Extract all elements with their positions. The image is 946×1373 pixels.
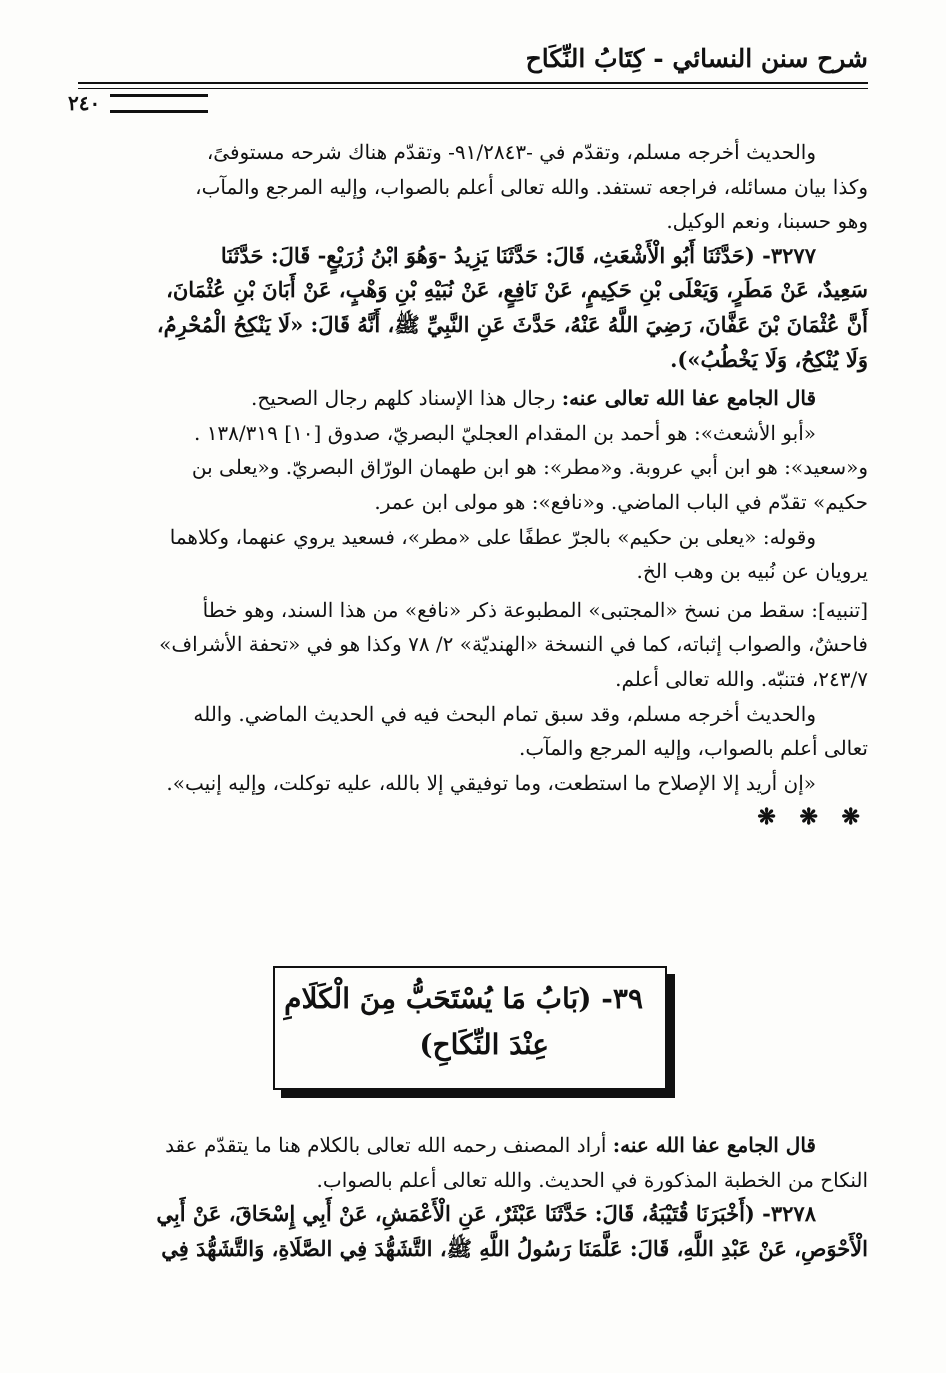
chapter-heading-box xyxy=(273,966,667,1090)
para-line: والحديث أخرجه مسلم، وقد سبق تمام البحث فيه في الحديث الماضي. والله xyxy=(193,701,816,726)
hadith-3277-line: ٣٢٧٧- (حَدَّثَنَا أَبُو الْأَشْعَثِ، قَالَ: حَدَّثَنَا يَزِيدُ -وَهُوَ ابْنُ زُرَيْعٍ- قَالَ: حَدَّثَنَا xyxy=(220,242,816,268)
compiler-comment-lead: قال الجامع عفا الله تعالى عنه: xyxy=(561,386,816,411)
tanbih-line: ٢٤٣/٧، فتنبّه. والله تعالى أعلم. xyxy=(615,666,868,691)
para-line: وكذا بيان مسائله، فراجعه تستفد. والله تعالى أعلم بالصواب، وإليه المرجع والمآب، xyxy=(195,174,868,199)
header-rule-thick xyxy=(78,82,868,84)
tanbih-line: [تنبيه]: سقط من نسخ «المجتبى» المطبوعة ذكر «نافع» من هذا السند، وهو خطأ xyxy=(202,597,868,622)
main-text xyxy=(72,135,868,835)
chapter-title-line1: ٣٩- (بَابُ مَا يُسْتَحَبُّ مِنَ الْكَلَامِ xyxy=(284,982,643,1015)
hadith-3277-line: أَنَّ عُثْمَانَ بْنَ عَفَّانَ، رَضِيَ اللَّهُ عَنْهُ، حَدَّثَ عَنِ النَّبِيِّ ﷺ، أَنَّهُ قَالَ: «لَا يَنْكِحُ الْمُحْرِمُ، xyxy=(156,311,868,337)
narrator-line: «أبو الأشعث»: هو أحمد بن المقدام العجليّ البصريّ، صدوق [١٠] ١٣٨/٣١٩ . xyxy=(193,420,816,445)
hadith-3277-line: وَلَا يُنْكِحُ، وَلَا يَخْطُبُ»). xyxy=(670,346,868,372)
compiler-comment-text: رجال هذا الإسناد كلهم رجال الصحيح. xyxy=(251,386,562,411)
note-line: وقوله: «يعلى بن حكيم» بالجرّ عطفًا على «مطر»، فسعيد يروي عنهما، وكلاهما xyxy=(169,524,816,549)
hadith-3278-line: الْأَحْوَصِ، عَنْ عَبْدِ اللَّهِ، قَالَ: عَلَّمَنَا رَسُولُ اللَّهِ ﷺ، التَّشَهُّدَ فِي الصَّلَاةِ، وَالتَّشَهُّدَ فِي xyxy=(161,1235,868,1261)
note-line: يرويان عن نُبيه بن وهب الخ. xyxy=(636,559,868,584)
main-text-continued xyxy=(72,1128,868,1266)
closing-quote: «إن أريد إلا الإصلاح ما استطعت، وما توفيقي إلا بالله، عليه توكلت، وإليه إنيب». xyxy=(166,770,816,795)
hadith-3278-line: ٣٢٧٨- (أَخْبَرَنَا قُتَيْبَةُ، قَالَ: حَدَّثَنَا عَبْثَرٌ، عَنِ الْأَعْمَشِ، عَنْ أَبِي إِسْحَاقَ، عَنْ أَبِي xyxy=(156,1201,816,1227)
chapter-title-line2: عِنْدَ النِّكَاحِ) xyxy=(419,1028,549,1061)
compiler-comment-2-line: النكاح من الخطبة المذكورة في الحديث. والله تعالى أعلم بالصواب. xyxy=(316,1167,868,1192)
running-header-title: شرح سنن النسائي - كِتَابُ النِّكَاح xyxy=(525,44,868,73)
para-line: تعالى أعلم بالصواب، وإليه المرجع والمآب. xyxy=(518,736,868,761)
para-line: وهو حسبنا، ونعم الوكيل. xyxy=(666,209,868,234)
narrator-line: حكيم» تقدّم في الباب الماضي. و«نافع»: هو مولى ابن عمر. xyxy=(374,489,868,514)
compiler-comment-2 xyxy=(72,1128,868,1163)
page-number-block xyxy=(62,89,208,117)
asterism-separator: ❋ ❋ ❋ xyxy=(757,804,868,831)
para-line: والحديث أخرجه مسلم، وتقدّم في -٩١/٢٨٤٣- وتقدّم هناك شرحه مستوفىً، xyxy=(206,140,816,164)
narrator-line: و«سعيد»: هو ابن أبي عروبة. و«مطر»: هو ابن طهمان الورّاق البصريّ. و«يعلى بن xyxy=(191,455,868,480)
page-number-rule xyxy=(110,94,208,113)
tanbih-line: فاحشٌ، والصواب إثباته، كما في النسخة «الهنديّة» ٢/ ٧٨ وكذا هو في «تحفة الأشراف» xyxy=(159,632,868,657)
compiler-comment-2-text: أراد المصنف رحمه الله تعالى بالكلام هنا ما يتقدّم عقد xyxy=(165,1133,613,1157)
hadith-3277-line: سَعِيدٌ، عَنْ مَطَرٍ، وَيَعْلَى بْنِ حَكِيمٍ، عَنْ نَافِعٍ، عَنْ نُبَيْهِ بْنِ وَهْبٍ، عَنْ أَبَانَ بْنِ عُثْمَانَ، xyxy=(166,277,868,303)
compiler-comment-2-lead: قال الجامع عفا الله عنه: xyxy=(612,1133,816,1157)
compiler-comment xyxy=(72,381,868,416)
page-number: ٢٤٠ xyxy=(62,91,106,115)
